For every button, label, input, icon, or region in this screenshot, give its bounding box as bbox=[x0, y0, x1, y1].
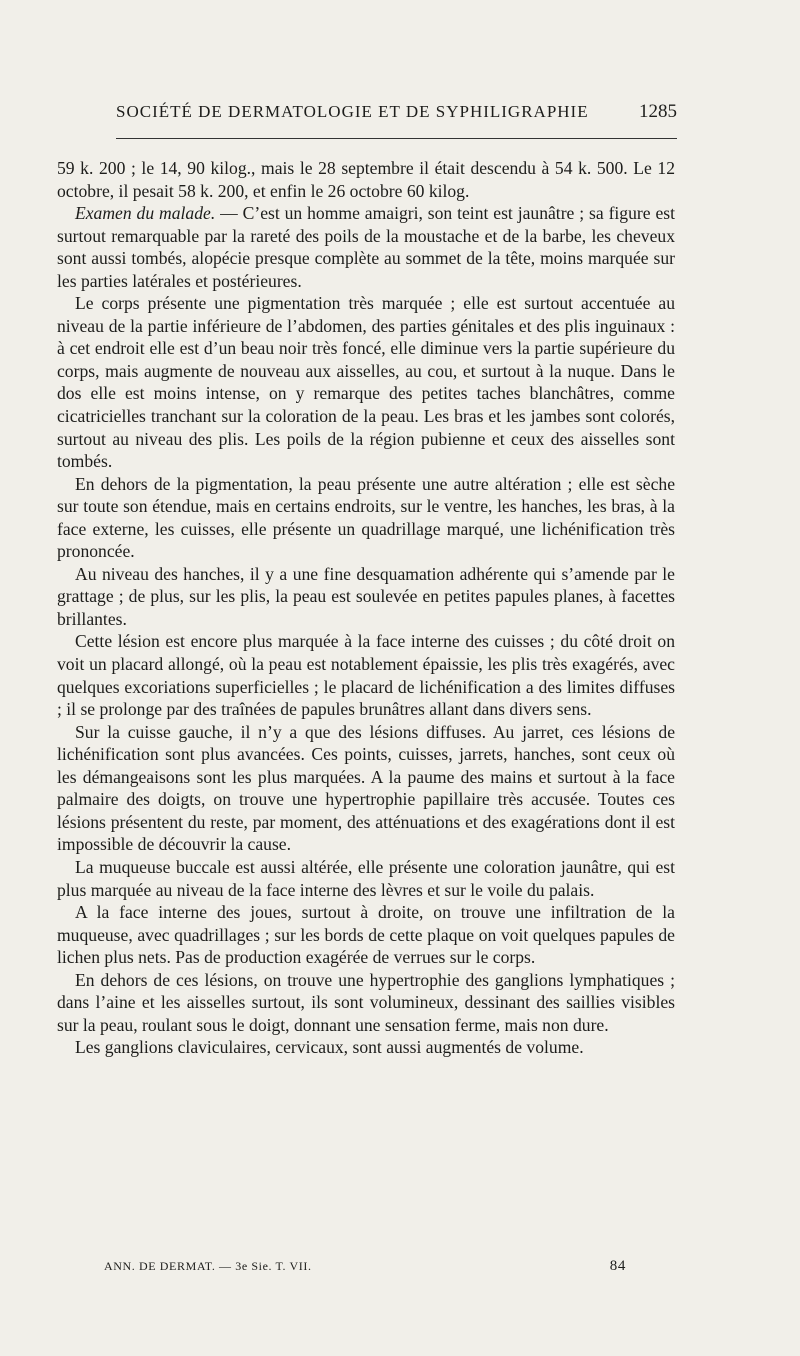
section-lead: Examen du malade. bbox=[75, 203, 216, 224]
signature-mark: 84 bbox=[609, 1258, 626, 1274]
paragraph: Les ganglions claviculaires, cervicaux, sont aussi augmentés de volume. bbox=[75, 1037, 584, 1058]
paragraph: En dehors de la pigmentation, la peau présente une autre altération ; elle est sèche sur toute son étendue, mais en certains endroits, sur le ventre, les hanches, les bras, à la face externe, les cuisses, elle présente un quadrillage marqué, une lichénification très prononcée. bbox=[57, 473, 675, 562]
paragraph: A la face interne des joues, surtout à droite, on trouve une infiltration de la muqueuse, avec quadrillages ; sur les bords de cette plaque on voit quelques papules de lichen plus nets. Pas de production exagérée de verrues sur le corps. bbox=[57, 902, 675, 968]
paragraph: La muqueuse buccale est aussi altérée, elle présente une coloration jaunâtre, qui est plus marquée au niveau de la face interne des lèvres et sur le voile du palais. bbox=[57, 856, 675, 900]
paragraph: Examen du malade. — C’est un homme amaigri, son teint est jaunâtre ; sa figure est surtout remarquable par la rareté des poils de la moustache et de la barbe, les cheveux sont aussi tombés, alopécie presque complète au sommet de la tête, moins marquée sur les parties latérales et postérieures. bbox=[57, 203, 676, 291]
paragraph: Le corps présente une pigmentation très marquée ; elle est surtout accentuée au niveau de la partie inférieure de l’abdomen, des parties génitales et des plis inguinaux : à cet endroit elle est d’un beau noir très foncé, elle diminue vers la partie supérieure du corps, mais augmente de nouveau aux aisselles, au cou, et surtout à la nuque. Dans le dos elle est moins intense, on y remarque des petites taches blanchâtres, comme cicatricielles tranchant sur la coloration de la peau. Les bras et les jambes sont colorés, surtout au niveau des plis. Les poils de la région pubienne et ceux des aisselles sont tombés. bbox=[57, 293, 675, 472]
page-footer bbox=[104, 1257, 626, 1275]
paragraph: Sur la cuisse gauche, il n’y a que des lésions diffuses. Au jarret, ces lésions de lichénification sont plus avancées. Ces points, cuisses, jarrets, hanches, sont ceux où les démangeaisons sont les plus marquées. A la paume des mains et surtout à la face palmaire des doigts, on trouve une hypertrophie papillaire très accusée. Toutes ces lésions présentent du reste, par moment, des atténuations et des exagérations dont il est impossible de découvrir la cause. bbox=[57, 721, 675, 855]
running-title: SOCIÉTÉ DE DERMATOLOGIE ET DE SYPHILIGRAPHIE bbox=[116, 102, 589, 121]
page-number: 1285 bbox=[639, 101, 677, 122]
paragraph: Au niveau des hanches, il y a une fine desquamation adhérente qui s’amende par le grattage ; de plus, sur les plis, la peau est soulevée en petites papules planes, à facettes brillantes. bbox=[57, 563, 675, 629]
paragraph: 59 k. 200 ; le 14, 90 kilog., mais le 28 septembre il était descendu à 54 k. 500. Le 12 octobre, il pesait 58 k. 200, et enfin le 26 octobre 60 kilog. bbox=[57, 158, 675, 201]
paragraph: Cette lésion est encore plus marquée à la face interne des cuisses ; du côté droit on voit un placard allongé, où la peau est notablement épaissie, les plis très exagérés, avec quelques excoriations superficielles ; le placard de lichénification a des limites diffuses ; il se prolonge par des traînées de papules brunâtres allant dans divers sens. bbox=[57, 631, 675, 720]
paragraph: En dehors de ces lésions, on trouve une hypertrophie des ganglions lymphatiques ; dans l’aine et les aisselles surtout, ils sont volumineux, dessinant des saillies visibles sur la peau, roulant sous le doigt, donnant une sensation ferme, mais non dure. bbox=[57, 969, 675, 1035]
journal-reference: ANN. DE DERMAT. — 3e Sie. T. VII. bbox=[104, 1259, 312, 1273]
header-rule bbox=[116, 138, 677, 139]
body-text bbox=[57, 157, 675, 1059]
